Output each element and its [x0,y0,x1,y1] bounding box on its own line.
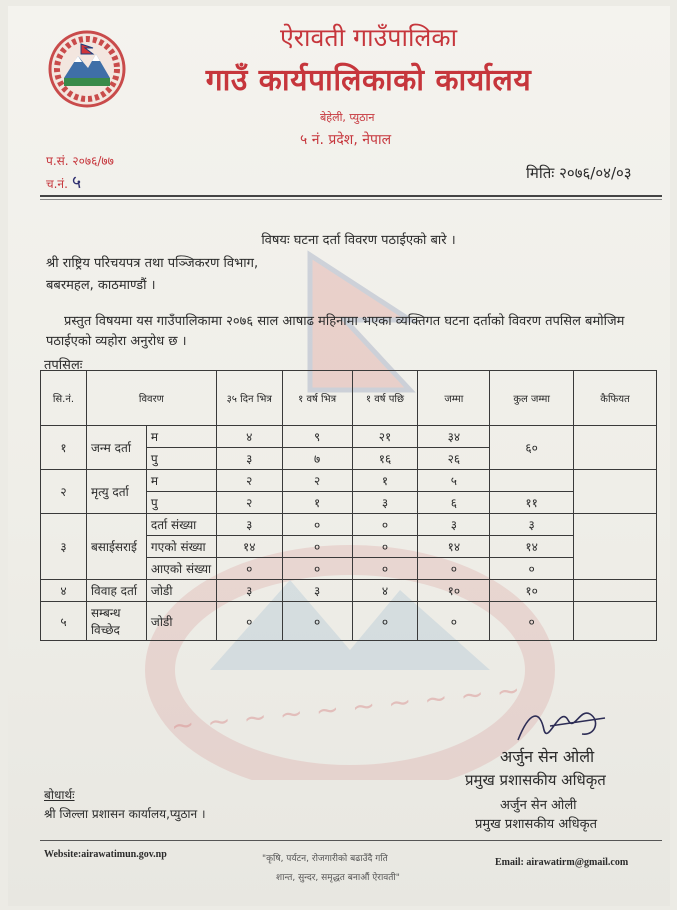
body-paragraph: प्रस्तुत विषयमा यस गाउँपालिकामा २०७६ साल आषाढ महिनामा भएका व्यक्तिगत घटना दर्ताको विवरण तपसिल बमोजिम पठाईएको व्यहोरा अनुरोध छ । [46,314,625,349]
handwritten-signature [510,700,610,750]
cell-remarks [574,470,657,514]
cell-within35: ४ [216,426,282,448]
table-row [41,426,657,448]
row-sub-label: म [146,426,216,448]
table-row [41,514,657,536]
row-sub-label: म [146,470,216,492]
chalani-value: ५ [71,172,82,193]
row-label: मृत्यु दर्ता [86,470,146,514]
cell-within1yr: १ [282,492,352,514]
cell-after1yr: ० [352,536,418,558]
cell-after1yr: ३ [352,492,418,514]
table-header-row [41,371,657,426]
cell-within1yr: ० [282,514,352,536]
row-sn: ३ [41,514,87,580]
bodharth-recipient: श्री जिल्ला प्रशासन कार्यालय,प्युठान । [44,807,206,821]
header-total: जम्मा [418,371,490,426]
row-sn: ४ [41,580,87,602]
municipality-name: ऐरावती गाउँपालिका [279,23,458,52]
cell-after1yr: ० [352,602,418,641]
row-label: बसाईसराई [86,514,146,580]
province-line: ५ नं. प्रदेश, नेपाल [300,132,392,148]
bodharth-label: बोधार्थः [44,788,75,802]
row-sub-label: पु [146,448,216,470]
cell-within35: ० [216,558,282,580]
letter-date: मितिः २०७६/०४/०३ [526,164,632,182]
cell-grand-total: ६० [490,426,574,470]
stamp-title: प्रमुख प्रशासकीय अधिकृत [475,817,598,832]
cell-after1yr: २१ [352,426,418,448]
cell-within35: २ [216,470,282,492]
cell-within35: ३ [216,514,282,536]
footer-slogan-line-2: शान्त, सुन्दर, समृद्धत बनाऔं ऐरावती" [276,873,400,883]
cell-after1yr: १ [352,470,418,492]
row-sub-label: दर्ता संख्या [146,514,216,536]
chalani-number [46,170,81,194]
cell-within1yr: ० [282,558,352,580]
signatory-name: अर्जुन सेन ओली [500,747,595,766]
cell-after1yr: ० [352,558,418,580]
row-sub-label: गएको संख्या [146,536,216,558]
cell-grand-total: ११ [490,492,574,514]
row-sub-label: जोडी [146,602,216,641]
cell-total: ३ [418,514,490,536]
row-sub-label: आएको संख्या [146,558,216,580]
cell-within35: ३ [216,448,282,470]
footer-email: Email: airawatirm@gmail.com [495,857,629,868]
header-remarks: कैफियत [574,371,657,426]
cell-remarks [574,426,657,470]
recipient-line-1: श्री राष्ट्रिय परिचयपत्र तथा पञ्जिकरण विभाग, [46,256,259,271]
row-label: सम्बन्ध विच्छेद [86,602,146,641]
row-sn: ५ [41,602,87,641]
cell-remarks [574,580,657,602]
cell-after1yr: ० [352,514,418,536]
cell-grand-total: १० [490,580,574,602]
cell-grand-total: ३ [490,514,574,536]
cell-grand-total: १४ [490,536,574,558]
office-place: बेहेली, प्युठान [320,111,375,124]
subject-line: विषयः घटना दर्ता विवरण पठाईएको बारे । [261,233,456,248]
cell-within1yr: ० [282,602,352,641]
cell-total: ३४ [418,426,490,448]
row-sn: १ [41,426,87,470]
cell-within1yr: ० [282,536,352,558]
cell-after1yr: ४ [352,580,418,602]
cell-within35: ० [216,602,282,641]
stamp-name: अर्जुन सेन ओली [500,798,577,813]
tapasil-label: तपसिलः [44,358,83,373]
header-divider [40,195,662,197]
header-within35: ३५ दिन भित्र [216,371,282,426]
header-divider-thin [40,199,662,200]
cell-total: ६ [418,492,490,514]
event-registration-table [40,370,657,641]
row-sub-label: पु [146,492,216,514]
table-row [41,580,657,602]
cell-within35: २ [216,492,282,514]
header-details: विवरण [86,371,216,426]
footer-slogan-line-1: "कृषि, पर्यटन, रोजगारीको बढाउँदै गति [262,854,388,864]
cell-grand-total: ० [490,602,574,641]
chalani-label: च.नं. [46,177,68,191]
cell-total: १० [418,580,490,602]
recipient-line-2: बबरमहल, काठमाण्डौं । [46,278,156,293]
header-sn: सि.नं. [41,371,87,426]
table-row [41,470,657,492]
cell-within1yr: २ [282,470,352,492]
header-after1yr: १ वर्ष पछि [352,371,418,426]
header-within1yr: १ वर्ष भित्र [282,371,352,426]
header-grand-total: कुल जम्मा [490,371,574,426]
watermark-slogan: ~ ~ ~ ~ ~ ~ ~ ~ ~ ~ [169,673,524,743]
cell-total: १४ [418,536,490,558]
footer-divider [40,840,662,841]
cell-total: ५ [418,470,490,492]
cell-total: २६ [418,448,490,470]
cell-grand-total: ० [490,558,574,580]
cell-remarks [574,602,657,641]
cell-total: ० [418,558,490,580]
table-row [41,602,657,641]
row-sub-label: जोडी [146,580,216,602]
cell-within1yr: ९ [282,426,352,448]
footer-website: Website:airawatimun.gov.np [44,849,167,860]
cell-remarks [574,514,657,580]
office-name: गाउँ कार्यपालिकाको कार्यालय [205,63,532,98]
cell-within1yr: ७ [282,448,352,470]
signatory-title: प्रमुख प्रशासकीय अधिकृत [465,771,606,789]
patra-sankhya: प.सं. २०७६/७७ [46,154,114,168]
cell-grand-total [490,470,574,492]
row-label: विवाह दर्ता [86,580,146,602]
cell-within35: १४ [216,536,282,558]
row-label: जन्म दर्ता [86,426,146,470]
cell-total: ० [418,602,490,641]
row-sn: २ [41,470,87,514]
cell-within35: ३ [216,580,282,602]
cell-within1yr: ३ [282,580,352,602]
cell-after1yr: १६ [352,448,418,470]
